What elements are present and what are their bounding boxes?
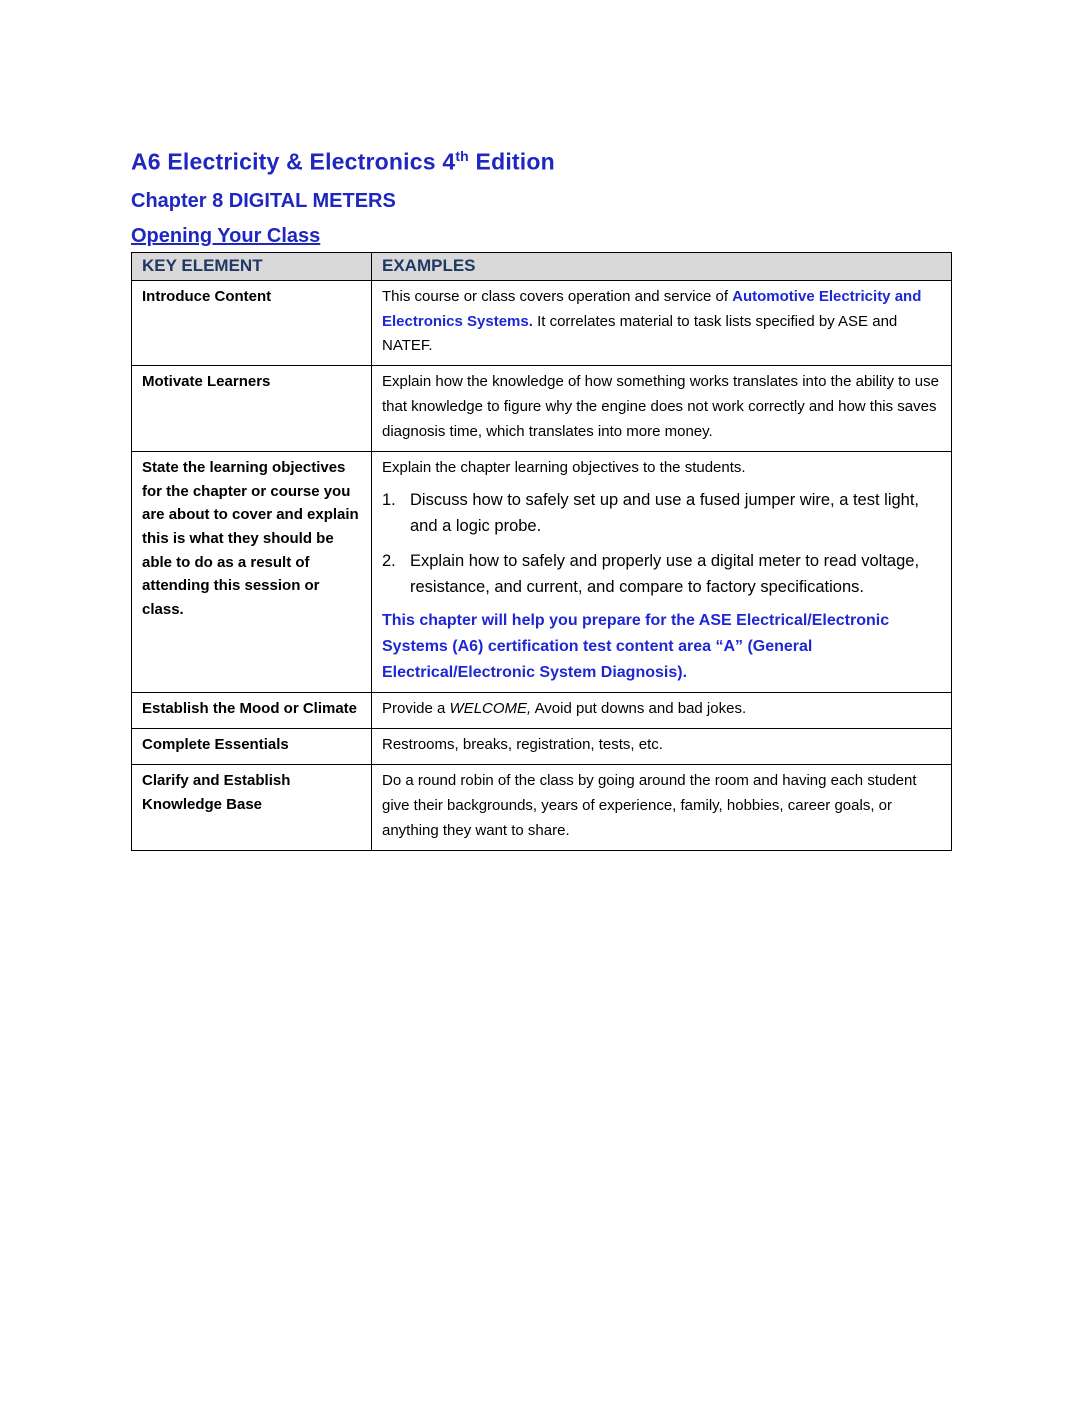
table-row xyxy=(132,452,952,693)
example-cell xyxy=(372,280,952,366)
table-row xyxy=(132,366,952,452)
example-cell xyxy=(372,764,952,850)
key-element-cell: Motivate Learners xyxy=(132,366,372,452)
body-text: Avoid put downs and bad jokes. xyxy=(531,700,747,718)
example-paragraph xyxy=(382,370,941,445)
example-paragraph xyxy=(382,733,941,758)
body-text: This course or class covers operation and service of xyxy=(382,287,733,305)
table-row xyxy=(132,693,952,729)
list-number: 1. xyxy=(382,490,396,509)
example-paragraph xyxy=(382,456,941,481)
section-heading: Opening Your Class xyxy=(131,224,321,247)
table-header-row xyxy=(132,252,952,280)
example-paragraph xyxy=(382,608,941,686)
example-paragraph xyxy=(382,697,941,722)
example-cell xyxy=(372,366,952,452)
document-title-superscript: th xyxy=(455,148,469,164)
document-title-tail: Edition xyxy=(468,148,555,175)
objective-list-item xyxy=(382,548,941,601)
body-text: Restrooms, breaks, registration, tests, etc. xyxy=(382,736,663,754)
body-text: Discuss how to safely set up and use a fused jumper wire, a test light, and a logic probe. xyxy=(410,490,920,536)
italic-text: WELCOME, xyxy=(449,700,532,718)
body-text: Explain how the knowledge of how something works translates into the ability to use that knowledge to figure why the engine does not work correctly and how this saves diagnosis time, which translates into more money. xyxy=(382,373,939,441)
document-title xyxy=(131,148,957,176)
example-paragraph xyxy=(382,285,941,360)
objective-list-item xyxy=(382,487,941,540)
example-paragraph xyxy=(382,769,941,844)
body-text: Provide a xyxy=(382,700,450,718)
key-element-cell: Establish the Mood or Climate xyxy=(132,693,372,729)
list-item-text xyxy=(410,487,941,540)
column-header-examples: EXAMPLES xyxy=(372,252,952,280)
table-row xyxy=(132,280,952,366)
table-row xyxy=(132,729,952,765)
key-element-cell: Introduce Content xyxy=(132,280,372,366)
column-header-key-element: KEY ELEMENT xyxy=(132,252,372,280)
key-element-cell: State the learning objectives for the chapter or course you are about to cover and explain this is what they should be able to do as a result of attending this session or class. xyxy=(132,452,372,693)
body-text: Do a round robin of the class by going around the room and having each student give their backgrounds, years of experience, family, hobbies, career goals, or anything they want to share. xyxy=(382,771,917,839)
list-item-text xyxy=(410,548,941,601)
list-number: 2. xyxy=(382,551,396,570)
key-element-cell: Complete Essentials xyxy=(132,729,372,765)
body-text: Explain the chapter learning objectives to the students. xyxy=(382,459,746,476)
table-row xyxy=(132,764,952,850)
emphasis-blue-text: Automotive Electricity and Electronics Systems. xyxy=(382,287,922,330)
example-cell xyxy=(372,729,952,765)
document-title-main: A6 Electricity & Electronics 4 xyxy=(131,148,456,175)
key-element-cell: Clarify and Establish Knowledge Base xyxy=(132,764,372,850)
chapter-heading: Chapter 8 DIGITAL METERS xyxy=(131,189,396,212)
body-text: It correlates material to task lists specified by ASE and NATEF. xyxy=(382,312,898,355)
example-cell xyxy=(372,452,952,693)
body-text: Explain how to safely and properly use a digital meter to read voltage, resistance, and current, and compare to factory specifications. xyxy=(410,551,920,597)
emphasis-blue-text: This chapter will help you prepare for the ASE Electrical/Electronic Systems (A6) certification test content area “A” (General Electrical/Electronic System Diagnosis). xyxy=(382,612,890,682)
document-page xyxy=(131,148,957,851)
example-cell xyxy=(372,693,952,729)
key-element-table xyxy=(131,252,952,851)
